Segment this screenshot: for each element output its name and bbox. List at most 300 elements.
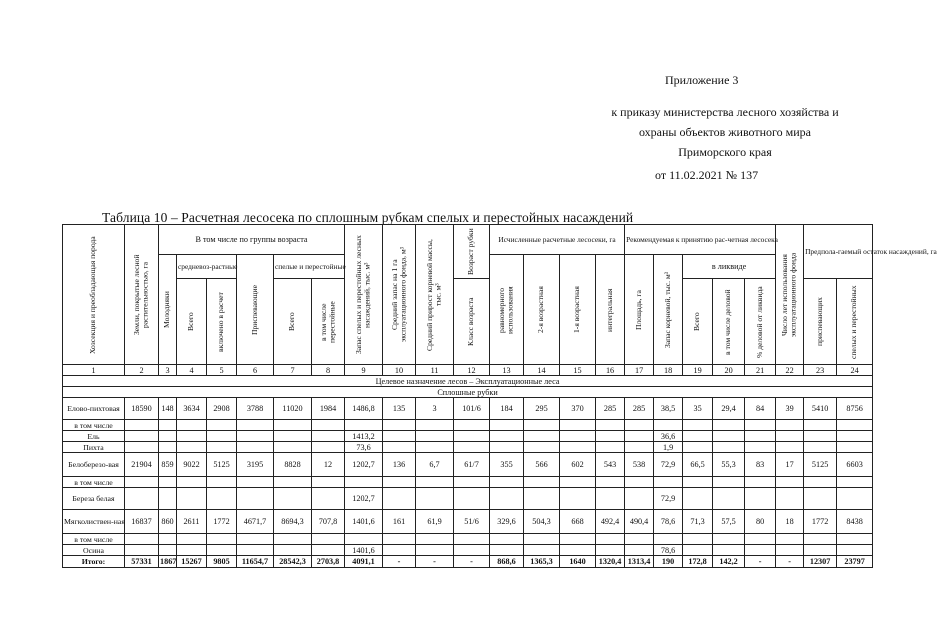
col-header-3: Молодняки — [159, 255, 177, 365]
table-cell: 8756 — [837, 398, 873, 420]
column-number: 2 — [125, 365, 159, 376]
row-label: Осина — [63, 545, 125, 556]
table-cell: 543 — [596, 453, 625, 477]
table-cell: 490,4 — [625, 510, 654, 534]
col-header-1: Хозсекция и преобладающая порода — [63, 225, 125, 365]
total-cell: 142,2 — [713, 556, 745, 568]
column-number: 17 — [625, 365, 654, 376]
table-cell — [312, 431, 345, 442]
table-cell — [596, 442, 625, 453]
column-number: 19 — [683, 365, 713, 376]
table-cell — [237, 488, 274, 510]
col-header-5: включено в расчет — [207, 279, 237, 365]
total-cell: 11654,7 — [237, 556, 274, 568]
table-cell — [490, 442, 524, 453]
table-cell — [490, 431, 524, 442]
order-line: охраны объектов животного мира — [638, 125, 812, 139]
table-cell — [177, 534, 207, 545]
table-row — [63, 453, 873, 477]
col-header-24: спелых и перестойных — [837, 279, 873, 365]
table-cell — [274, 545, 312, 556]
table-cell: 55,3 — [713, 453, 745, 477]
col-header-15: 1-я возрастная — [560, 255, 596, 365]
table-cell — [745, 477, 776, 488]
column-number: 18 — [654, 365, 683, 376]
total-cell: - — [383, 556, 416, 568]
total-cell: 868,6 — [490, 556, 524, 568]
table-cell: 3634 — [177, 398, 207, 420]
table-cell — [596, 534, 625, 545]
table-cell — [713, 545, 745, 556]
table-cell: 148 — [159, 398, 177, 420]
row-label: Белоберезо-вая — [63, 453, 125, 477]
table-cell: 329,6 — [490, 510, 524, 534]
table-cell — [125, 477, 159, 488]
table-cell — [159, 442, 177, 453]
table-cell — [625, 420, 654, 431]
table-cell — [837, 488, 873, 510]
table-cell — [745, 442, 776, 453]
col-header-18: Запас корневой, тыс. м³ — [654, 255, 683, 365]
row-label: в том числе — [63, 534, 125, 545]
row-label: Елово-пихтовая — [63, 398, 125, 420]
table-cell — [125, 488, 159, 510]
table-cell — [416, 488, 454, 510]
table-cell — [416, 420, 454, 431]
group-header-calc: Исчисленные расчетные лесосеки, га — [490, 225, 625, 255]
table-cell — [274, 477, 312, 488]
column-number: 14 — [524, 365, 560, 376]
table-cell: 9022 — [177, 453, 207, 477]
table-cell: 80 — [745, 510, 776, 534]
table-cell: 3195 — [237, 453, 274, 477]
table-cell — [416, 442, 454, 453]
table-cell: 51/6 — [454, 510, 490, 534]
column-number: 1 — [63, 365, 125, 376]
table-cell — [837, 534, 873, 545]
row-label: Пихта — [63, 442, 125, 453]
table-cell: 17 — [776, 453, 804, 477]
table-cell: 5125 — [804, 453, 837, 477]
total-cell: - — [454, 556, 490, 568]
table-cell — [383, 431, 416, 442]
column-number: 20 — [713, 365, 745, 376]
table-cell: 707,8 — [312, 510, 345, 534]
table-cell: 3 — [416, 398, 454, 420]
col-header-19: Всего — [683, 279, 713, 365]
total-cell: 4091,1 — [345, 556, 383, 568]
table-cell: 184 — [490, 398, 524, 420]
table-cell: 66,5 — [683, 453, 713, 477]
table-cell — [274, 488, 312, 510]
subsection-row — [63, 387, 873, 398]
table-cell — [454, 545, 490, 556]
table-cell — [804, 431, 837, 442]
table-cell — [713, 488, 745, 510]
table-cell — [312, 420, 345, 431]
table-cell — [177, 488, 207, 510]
table-cell — [416, 534, 454, 545]
table-cell: 136 — [383, 453, 416, 477]
table-cell — [177, 477, 207, 488]
table-cell — [683, 420, 713, 431]
table-cell — [804, 545, 837, 556]
table-cell: 602 — [560, 453, 596, 477]
column-number: 4 — [177, 365, 207, 376]
col-header-13: равномерного использования — [490, 255, 524, 365]
table-cell — [454, 488, 490, 510]
table-cell — [490, 534, 524, 545]
col-header-20: в том числе деловой — [713, 279, 745, 365]
table-cell — [159, 477, 177, 488]
row-label: Ель — [63, 431, 125, 442]
table-row — [63, 398, 873, 420]
table-cell: 1772 — [804, 510, 837, 534]
table-cell: 355 — [490, 453, 524, 477]
col-header-10: Средний запас на 1 га эксплуатационного фонда, м³ — [383, 225, 416, 365]
table-cell: 135 — [383, 398, 416, 420]
table-cell — [713, 431, 745, 442]
order-line: к приказу министерства лесного хозяйства и — [611, 105, 839, 119]
table-cell — [745, 534, 776, 545]
table-cell — [383, 477, 416, 488]
table-cell — [804, 488, 837, 510]
table-cell — [713, 442, 745, 453]
table-cell — [312, 488, 345, 510]
table-row — [63, 545, 873, 556]
table-cell — [804, 534, 837, 545]
table-cell — [237, 545, 274, 556]
table-cell — [312, 534, 345, 545]
table-cell: 72,9 — [654, 453, 683, 477]
table-cell — [383, 442, 416, 453]
table-cell: 5125 — [207, 453, 237, 477]
table-cell — [713, 420, 745, 431]
table-cell — [274, 534, 312, 545]
column-number: 6 — [237, 365, 274, 376]
total-cell: 1313,4 — [625, 556, 654, 568]
column-number: 13 — [490, 365, 524, 376]
table-cell — [416, 545, 454, 556]
table-cell: 370 — [560, 398, 596, 420]
table-cell — [596, 477, 625, 488]
table-cell: 859 — [159, 453, 177, 477]
table-cell: 8828 — [274, 453, 312, 477]
table-cell — [560, 488, 596, 510]
table-cell — [490, 545, 524, 556]
table-cell — [683, 534, 713, 545]
table-cell — [654, 534, 683, 545]
table-row — [63, 477, 873, 488]
table-cell — [596, 431, 625, 442]
table-cell: 21904 — [125, 453, 159, 477]
row-label: в том числе — [63, 477, 125, 488]
table-cell — [804, 477, 837, 488]
table-cell — [177, 420, 207, 431]
col-header-21: % деловой от ликвида — [745, 279, 776, 365]
row-label: в том числе — [63, 420, 125, 431]
table-cell — [625, 545, 654, 556]
table-cell — [237, 431, 274, 442]
table-cell — [776, 431, 804, 442]
table-cell: 4671,7 — [237, 510, 274, 534]
table-cell: 860 — [159, 510, 177, 534]
table-cell — [383, 420, 416, 431]
column-number: 8 — [312, 365, 345, 376]
table-cell — [274, 431, 312, 442]
table-cell: 61,9 — [416, 510, 454, 534]
table-cell — [776, 442, 804, 453]
table-cell: 71,3 — [683, 510, 713, 534]
table-cell — [560, 545, 596, 556]
table-cell — [654, 477, 683, 488]
table-cell: 6,7 — [416, 453, 454, 477]
table-cell — [159, 488, 177, 510]
table-cell — [383, 534, 416, 545]
order-line: Приморского края — [678, 145, 772, 159]
group-header-liquid: в ликвиде — [683, 255, 776, 279]
table-cell — [837, 442, 873, 453]
column-number: 5 — [207, 365, 237, 376]
order-reference — [560, 102, 890, 162]
table-cell: 668 — [560, 510, 596, 534]
table-cell — [345, 477, 383, 488]
table-cell: 1984 — [312, 398, 345, 420]
table-cell — [312, 477, 345, 488]
table-row — [63, 510, 873, 534]
table-cell — [454, 442, 490, 453]
table-cell — [125, 534, 159, 545]
table-cell — [776, 420, 804, 431]
table-cell — [345, 420, 383, 431]
total-cell: 2703,8 — [312, 556, 345, 568]
table-cell: 8694,3 — [274, 510, 312, 534]
col-header-12-top: Возраст рубки — [454, 225, 490, 279]
table-cell — [837, 545, 873, 556]
table-cell — [207, 545, 237, 556]
table-cell: 12 — [312, 453, 345, 477]
table-cell: 78,6 — [654, 545, 683, 556]
group-header-recommended: Рекомендуемая к принятию рас-четная лесосека — [625, 225, 776, 255]
table-row — [63, 420, 873, 431]
table-cell — [804, 420, 837, 431]
table-cell: 6603 — [837, 453, 873, 477]
table-cell — [490, 420, 524, 431]
table-cell: 1401,6 — [345, 545, 383, 556]
table-cell: 285 — [625, 398, 654, 420]
table-cell — [560, 534, 596, 545]
table-cell — [776, 488, 804, 510]
col-header-7: Всего — [274, 279, 312, 365]
table-cell — [416, 477, 454, 488]
table-cell: 101/6 — [454, 398, 490, 420]
table-cell — [625, 488, 654, 510]
column-number: 23 — [804, 365, 837, 376]
table-cell — [524, 477, 560, 488]
total-cell: - — [745, 556, 776, 568]
table-cell: 1486,8 — [345, 398, 383, 420]
total-row — [63, 556, 873, 568]
table-cell: 29,4 — [713, 398, 745, 420]
table-cell — [837, 477, 873, 488]
table-cell — [596, 420, 625, 431]
table-cell — [454, 420, 490, 431]
total-cell: 1867 — [160, 557, 177, 566]
table-cell — [625, 534, 654, 545]
column-number: 22 — [776, 365, 804, 376]
table-cell: 72,9 — [654, 488, 683, 510]
order-date: от 11.02.2021 № 137 — [655, 168, 759, 182]
column-number: 15 — [560, 365, 596, 376]
table-row — [63, 534, 873, 545]
table-cell — [207, 431, 237, 442]
column-number: 9 — [345, 365, 383, 376]
table-cell — [177, 442, 207, 453]
table-cell — [159, 534, 177, 545]
col-header-11: Средний прирост корневой массы, тыс. м³ — [416, 225, 454, 365]
col-header-9: Запас спелых и перестойных лесных насаждений, тыс. м³ — [345, 225, 383, 365]
column-number: 10 — [383, 365, 416, 376]
table-cell — [745, 488, 776, 510]
table-cell: 39 — [776, 398, 804, 420]
table-cell: 18 — [776, 510, 804, 534]
table-row — [63, 431, 873, 442]
table-cell — [625, 431, 654, 442]
table-cell: 1772 — [207, 510, 237, 534]
table-cell — [683, 545, 713, 556]
col-header-12: Класс возраста — [454, 279, 490, 365]
table-cell — [177, 431, 207, 442]
table-cell — [454, 534, 490, 545]
table-cell — [625, 442, 654, 453]
group-header-ripe: спелые и перестойные — [274, 255, 345, 279]
table-cell — [125, 545, 159, 556]
table-cell — [560, 477, 596, 488]
header-row-1 — [63, 225, 873, 255]
subsection-title: Сплошные рубки — [63, 387, 873, 398]
col-header-2: Земли, покрытые лесной растительностью, га — [125, 225, 159, 365]
table-cell — [524, 442, 560, 453]
table-cell — [596, 545, 625, 556]
table-cell — [125, 442, 159, 453]
table-cell: 161 — [383, 510, 416, 534]
cutting-area-table — [62, 224, 937, 568]
table-cell — [237, 534, 274, 545]
total-cell: - — [776, 556, 804, 568]
table-cell: 18590 — [125, 398, 159, 420]
table-cell: 504,3 — [524, 510, 560, 534]
table-cell: 57,5 — [713, 510, 745, 534]
total-cell: 1365,3 — [524, 556, 560, 568]
table-cell — [125, 431, 159, 442]
table-cell: 492,4 — [596, 510, 625, 534]
group-header-age: В том числе по группы возраста — [159, 225, 345, 255]
column-number-row — [63, 365, 873, 376]
table-cell: 5410 — [804, 398, 837, 420]
table-cell — [207, 420, 237, 431]
table-cell: 16837 — [125, 510, 159, 534]
table-cell — [490, 477, 524, 488]
table-cell — [745, 545, 776, 556]
table-cell — [159, 431, 177, 442]
table-cell — [490, 488, 524, 510]
table-cell — [237, 477, 274, 488]
table-row — [63, 488, 873, 510]
table-cell: 78,6 — [654, 510, 683, 534]
table-cell — [312, 545, 345, 556]
total-label: Итого: — [63, 556, 125, 568]
row-label: Мягколиствен-ная — [63, 510, 125, 534]
total-cell: 28542,3 — [274, 556, 312, 568]
col-header-8: в том числе перестойные — [312, 279, 345, 365]
table-cell — [524, 488, 560, 510]
table-cell — [177, 545, 207, 556]
table-cell — [159, 545, 177, 556]
column-number: 12 — [454, 365, 490, 376]
column-number: 24 — [837, 365, 873, 376]
table-cell — [776, 477, 804, 488]
col-header-16: интегральная — [596, 255, 625, 365]
total-cell: 1320,4 — [596, 556, 625, 568]
group-header-mid: средневоз-растные — [177, 255, 237, 279]
table-cell — [237, 420, 274, 431]
column-number: 16 — [596, 365, 625, 376]
table-cell — [776, 534, 804, 545]
table-cell — [345, 534, 383, 545]
table-cell — [837, 420, 873, 431]
table-cell: 35 — [683, 398, 713, 420]
table-cell: 2611 — [177, 510, 207, 534]
table-cell — [159, 420, 177, 431]
table-cell: 1413,2 — [345, 431, 383, 442]
total-cell: 172,8 — [683, 556, 713, 568]
header-row-3 — [63, 279, 873, 365]
column-number: 21 — [745, 365, 776, 376]
table-cell — [274, 420, 312, 431]
column-number: 3 — [159, 365, 177, 376]
total-cell: 9805 — [207, 556, 237, 568]
col-header-22: Число лет использования эксплуатационного фонда — [776, 225, 804, 365]
table-cell — [745, 431, 776, 442]
table-cell: 83 — [745, 453, 776, 477]
table-cell — [524, 420, 560, 431]
table-cell: 84 — [745, 398, 776, 420]
table-cell — [383, 488, 416, 510]
column-number: 7 — [274, 365, 312, 376]
table-cell — [207, 477, 237, 488]
col-header-6: Приспевающие — [237, 255, 274, 365]
table-cell — [454, 431, 490, 442]
table-cell — [837, 431, 873, 442]
table-cell: 1,9 — [654, 442, 683, 453]
total-cell: 1640 — [560, 556, 596, 568]
table-cell — [745, 420, 776, 431]
table-cell: 295 — [524, 398, 560, 420]
table-cell — [125, 420, 159, 431]
total-cell: 57331 — [125, 556, 159, 568]
table-cell — [207, 442, 237, 453]
table-cell: 1401,6 — [345, 510, 383, 534]
section-row — [63, 376, 873, 387]
table-cell — [713, 534, 745, 545]
table-cell: 36,6 — [654, 431, 683, 442]
table-cell: 566 — [524, 453, 560, 477]
col-header-17: Площадь, га — [625, 255, 654, 365]
table-cell — [524, 545, 560, 556]
table-cell: 3788 — [237, 398, 274, 420]
table-cell — [237, 442, 274, 453]
group-header-remainder: Предпола-гаемый остаток насаждений, га — [804, 225, 873, 279]
